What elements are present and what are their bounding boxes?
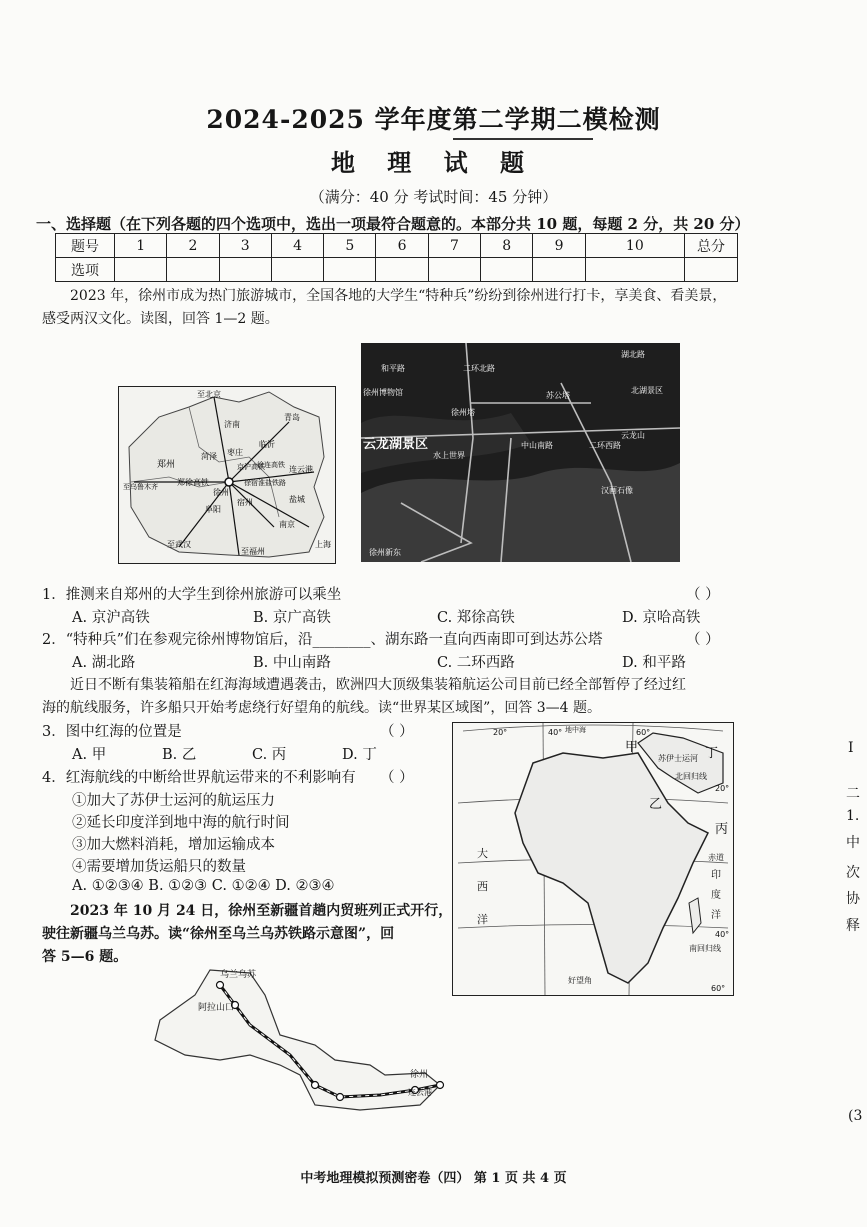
map-label: 至乌鲁木齐 xyxy=(123,483,158,491)
map-label: 阿拉山口 xyxy=(198,1003,235,1013)
map-label: 中山南路 xyxy=(521,441,553,450)
answer-cell[interactable] xyxy=(376,258,428,282)
map-label: 甲 xyxy=(625,740,639,755)
option-a[interactable]: A. 京沪高铁 xyxy=(72,610,150,626)
statement-3: ③加大燃料消耗，增加运输成本 xyxy=(72,837,275,853)
map-label: 郑州 xyxy=(157,460,176,470)
answer-blank[interactable]: （ ） xyxy=(686,632,720,648)
table-cell: 9 xyxy=(533,234,585,258)
edge-fragment: 中 xyxy=(846,835,860,851)
table-cell: 6 xyxy=(376,234,428,258)
passage-3-line-3: 答 5—6 题。 xyxy=(42,949,128,965)
option-c[interactable]: C. 郑徐高铁 xyxy=(437,610,515,626)
map-label: 二环西路 xyxy=(589,441,621,450)
map-label: 菏泽 xyxy=(201,452,217,461)
edge-fragment: 协 xyxy=(846,891,860,907)
map-label: 徐州 xyxy=(213,488,229,497)
map-label: 北回归线 xyxy=(675,772,707,781)
passage-3-line-2: 驶往新疆乌兰乌苏。读“徐州至乌兰乌苏铁路示意图”，回 xyxy=(42,926,395,942)
map-label: 济南 xyxy=(224,420,240,429)
map-label: 苏公塔 xyxy=(546,391,570,400)
map-label: 20° xyxy=(715,784,730,793)
answer-cell[interactable] xyxy=(271,258,323,282)
map-label: 上海 xyxy=(315,540,331,549)
answer-cell[interactable] xyxy=(533,258,585,282)
statement-4: ④需要增加货运船只的数量 xyxy=(72,859,246,875)
map-label: 至北京 xyxy=(197,390,221,399)
map-label: 京沪高铁 xyxy=(237,463,265,471)
map-label: 北湖景区 xyxy=(631,386,663,395)
question-4-stem: 4．红海航线的中断给世界航运带来的不利影响有 xyxy=(42,770,356,786)
map-label: 湖北路 xyxy=(621,350,645,359)
map-label: 连云港 xyxy=(408,1088,432,1097)
map-label: 二环北路 xyxy=(463,364,495,373)
world-region-map-figure xyxy=(452,722,734,996)
map-label: 赤道 xyxy=(708,853,724,862)
map-label: 和平路 xyxy=(381,364,405,373)
map-label: 乌兰乌苏 xyxy=(220,970,257,980)
question-2-stem: 2．“特种兵”们在参观完徐州博物馆后，沿________、湖东路一直向西南即可到达苏公塔 xyxy=(42,632,603,648)
answer-blank[interactable]: （ ） xyxy=(380,724,414,740)
world-region-map xyxy=(453,723,733,995)
option-b[interactable]: B. 中山南路 xyxy=(253,655,331,671)
passage-1-line-1: 2023 年，徐州市成为热门旅游城市，全国各地的大学生“特种兵”纷纷到徐州进行打卡，享美食、看美景， xyxy=(70,288,727,304)
table-cell: 10 xyxy=(585,234,684,258)
answer-cell[interactable] xyxy=(115,258,167,282)
map-label: 40° xyxy=(548,728,563,737)
map-label: 徐州博物馆 xyxy=(363,388,403,397)
map-label: 汉画石像 xyxy=(601,486,633,495)
table-header-cell: 总分 xyxy=(685,234,738,258)
map-label: 洋 xyxy=(711,910,721,921)
rail-map xyxy=(119,387,335,563)
map-label: 云龙湖景区 xyxy=(363,437,429,452)
rail-map-figure xyxy=(118,386,336,564)
table-cell: 7 xyxy=(428,234,480,258)
map-label: 丙 xyxy=(715,822,729,837)
question-3-stem: 3．图中红海的位置是 xyxy=(42,724,182,740)
option-a[interactable]: A. 湖北路 xyxy=(72,655,136,671)
city-map-figure xyxy=(361,343,680,562)
section-heading: 一、选择题（在下列各题的四个选项中，选出一项最符合题意的。本部分共 10 题，每题 2 分，共 20 分） xyxy=(36,215,750,233)
passage-3-line-1: 2023 年 10 月 24 日，徐州至新疆首趟内贸班列正式开行， xyxy=(70,903,453,919)
table-cell: 8 xyxy=(481,234,533,258)
map-label: 连云港 xyxy=(289,465,313,474)
map-label: 好望角 xyxy=(568,976,592,985)
map-label: 阜阳 xyxy=(205,505,221,514)
table-cell: 2 xyxy=(167,234,219,258)
map-label: 郑徐高铁 xyxy=(177,478,209,487)
answer-cell[interactable] xyxy=(428,258,480,282)
map-label: 洋 xyxy=(477,913,488,926)
map-label: 40° xyxy=(715,930,730,939)
passage-2-line-2: 海的航线服务，许多船只开始考虑绕行好望角的航线。读“世界某区域图”，回答 3—4 题。 xyxy=(42,700,602,716)
map-label: 南京 xyxy=(279,520,295,529)
map-label: 20° xyxy=(493,728,508,737)
table-row xyxy=(56,234,738,258)
city-map xyxy=(361,343,680,562)
map-label: 60° xyxy=(636,728,651,737)
map-label: 徐宿淮盐铁路 xyxy=(244,479,286,487)
map-label: 枣庄 xyxy=(227,448,243,457)
map-label: 地中海 xyxy=(565,726,586,734)
answer-cell[interactable] xyxy=(167,258,219,282)
answer-cell[interactable] xyxy=(585,258,684,282)
map-label: 青岛 xyxy=(284,413,300,422)
table-cell: 4 xyxy=(271,234,323,258)
map-label: 丁 xyxy=(705,746,719,761)
map-label: 60° xyxy=(711,984,726,993)
table-cell: 3 xyxy=(219,234,271,258)
title-rule xyxy=(453,138,593,140)
option-d[interactable]: D. 丁 xyxy=(342,747,377,763)
option-d[interactable]: D. 和平路 xyxy=(622,655,686,671)
table-cell: 1 xyxy=(115,234,167,258)
edge-fragment: I xyxy=(848,740,854,756)
table-header-cell: 题号 xyxy=(56,234,115,258)
page-footer: 中考地理模拟预测密卷（四） 第 1 页 共 4 页 xyxy=(300,1171,567,1186)
edge-fragment: 次 xyxy=(846,865,860,881)
map-label: 度 xyxy=(711,890,721,901)
question-4-choices[interactable]: A. ①②③④ B. ①②③ C. ①②④ D. ②③④ xyxy=(72,878,335,894)
edge-fragment: 1. xyxy=(846,808,860,824)
passage-2-line-1: 近日不断有集装箱船在红海海域遭遇袭击，欧洲四大顶级集装箱航运公司目前已经全部暂停了经过红 xyxy=(70,677,686,693)
total-cell[interactable] xyxy=(685,258,738,282)
railway-route-map-figure xyxy=(140,965,460,1115)
question-1-stem: 1．推测来自郑州的大学生到徐州旅游可以乘坐 xyxy=(42,587,342,603)
map-label: 徐州 xyxy=(410,1070,429,1080)
exam-subject: 地 理 试 题 xyxy=(330,148,537,177)
map-label: 盐城 xyxy=(289,495,305,504)
map-label: 云龙山 xyxy=(621,431,645,440)
option-b[interactable]: B. 乙 xyxy=(162,747,197,763)
map-label: 南回归线 xyxy=(689,944,721,953)
map-label: 宿州 xyxy=(237,498,253,507)
edge-fragment: 二 xyxy=(846,786,860,802)
table-row xyxy=(56,258,738,282)
map-label: 水上世界 xyxy=(433,451,465,460)
option-d[interactable]: D. 京哈高铁 xyxy=(622,610,701,626)
option-b[interactable]: B. 京广高铁 xyxy=(253,610,331,626)
answer-cell[interactable] xyxy=(219,258,271,282)
edge-fragment: 释 xyxy=(846,918,860,934)
map-label: 乙 xyxy=(649,797,663,812)
railway-route-map xyxy=(140,965,460,1115)
answer-cell[interactable] xyxy=(481,258,533,282)
map-label: 徐州塔 xyxy=(451,408,475,417)
option-a[interactable]: A. 甲 xyxy=(72,747,107,763)
answer-blank[interactable]: （ ） xyxy=(380,770,414,786)
passage-1-line-2: 感受两汉文化。读图，回答 1—2 题。 xyxy=(42,311,279,327)
map-label: 徐州新东 xyxy=(369,548,401,557)
map-label: 大 xyxy=(477,847,488,860)
statement-1: ①加大了苏伊士运河的航运压力 xyxy=(72,793,275,809)
option-c[interactable]: C. 丙 xyxy=(252,747,287,763)
answer-blank[interactable]: （ ） xyxy=(686,587,720,603)
map-label: 西 xyxy=(477,880,488,893)
option-c[interactable]: C. 二环西路 xyxy=(437,655,515,671)
map-label: 至武汉 xyxy=(167,540,191,549)
map-label: 徐连高铁 xyxy=(257,461,285,469)
answer-cell[interactable] xyxy=(324,258,376,282)
exam-title: 2024-2025 学年度第二学期二模检测 xyxy=(206,105,661,134)
table-header-cell: 选项 xyxy=(56,258,115,282)
answer-table xyxy=(55,233,738,282)
exam-meta: （满分：40 分 考试时间：45 分钟） xyxy=(309,188,558,206)
map-label: 苏伊士运河 xyxy=(658,754,698,763)
map-label: 印 xyxy=(711,870,721,881)
map-label: 临沂 xyxy=(259,440,275,449)
table-cell: 5 xyxy=(324,234,376,258)
statement-2: ②延长印度洋到地中海的航行时间 xyxy=(72,815,290,831)
edge-fragment: (3 xyxy=(848,1108,863,1124)
map-label: 至福州 xyxy=(241,547,265,556)
